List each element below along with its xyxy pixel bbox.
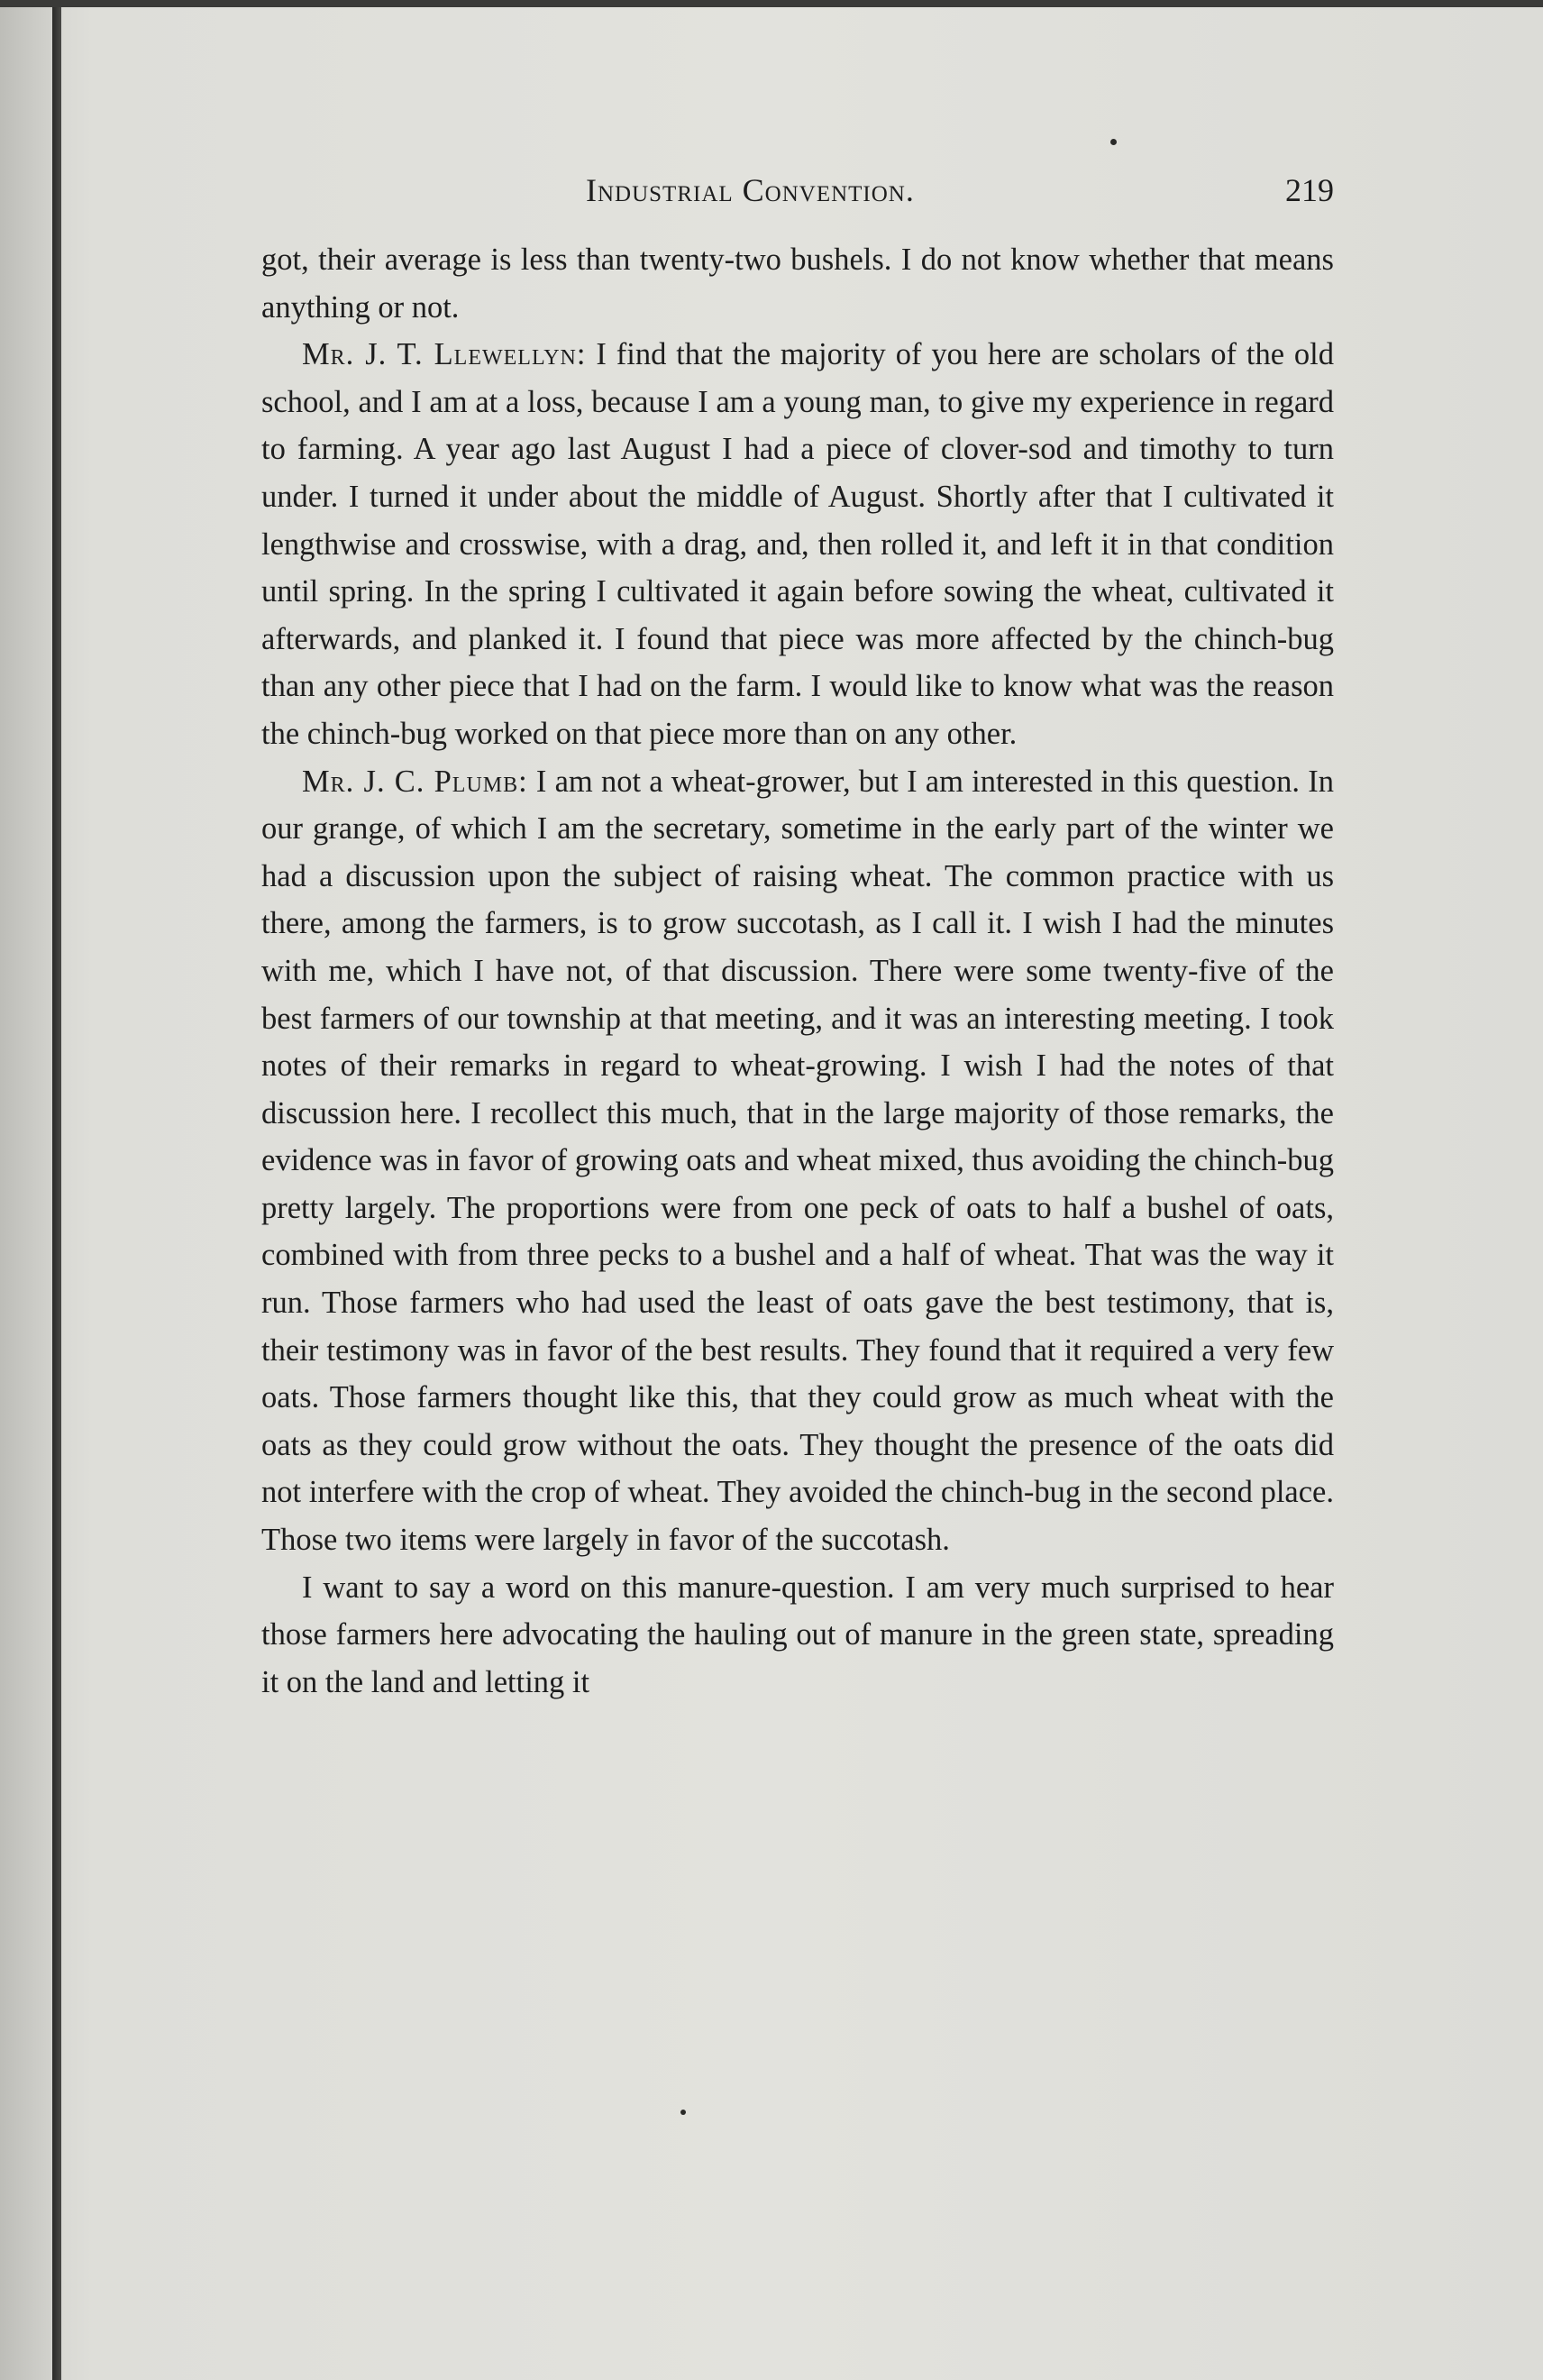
page-top-edge [0, 0, 1543, 7]
paragraph-3 [261, 758, 1334, 1564]
paragraph-3-text: I am not a wheat-grower, but I am interested in this question. In our grange, of which I am the secretary, sometime in the early part of the winter we had a discussion upon the subject of raising wheat. The common practice with us there, among the farmers, is to grow succotash, as I call it. I wish I had the minutes with me, which I have not, of that discussion. There were some twenty-five of the best farmers of our township at that meeting, and it was an interesting meeting. I took notes of their remarks in regard to wheat-growing. I wish I had the notes of that discussion here. I recollect this much, that in the large majority of those remarks, the evidence was in favor of growing oats and wheat mixed, thus avoiding the chinch-bug pretty largely. The proportions were from one peck of oats to half a bushel of oats, combined with from three pecks to a bushel and a half of wheat. That was the way it run. Those farmers who had used the least of oats gave the best testimony, that is, their testimony was in favor of the best results. They found that it required a very few oats. Those farmers thought like this, that they could grow as much wheat with the oats as they could grow without the oats. They thought the presence of the oats did not interfere with the crop of wheat. They avoided the chinch-bug in the second place. Those two items were largely in favor of the succotash. [261, 764, 1334, 1558]
paragraph-1 [261, 236, 1334, 331]
paragraph-4-text: I want to say a word on this manure-question. I am very much surprised to hear those farmers here advocating the hauling out of manure in the green state, spreading it on the land and letting it [261, 1570, 1334, 1699]
page-number: 219 [1285, 172, 1334, 208]
binding-shadow [0, 0, 52, 2380]
paragraph-1-text: got, their average is less than twenty-two bushels. I do not know whether that means anything or not. [261, 243, 1334, 325]
speaker-llewellyn: Mr. J. T. Llewellyn: [302, 337, 587, 372]
page-body [261, 236, 1334, 1706]
page-header [261, 171, 1334, 218]
book-spine [52, 0, 61, 2380]
running-head: Industrial Convention. [586, 172, 915, 208]
ink-speck [680, 2110, 686, 2115]
paragraph-4 [261, 1564, 1334, 1707]
paragraph-2-text: I find that the majority of you here are scholars of the old school, and I am at a loss, because I am a young man, to give my experience in regard to farming. A year ago last August I had a piece of clover-sod and timothy to turn under. I turned it under about the middle of August. Shortly after that I cultivated it lengthwise and crosswise, with a drag, and, then rolled it, and left it in that condition until spring. In the spring I cultivated it again before sowing the wheat, cultivated it afterwards, and planked it. I found that piece was more affected by the chinch-bug than any other piece that I had on the farm. I would like to know what was the reason the chinch-bug worked on that piece more than on any other. [261, 337, 1334, 751]
speaker-plumb: Mr. J. C. Plumb: [302, 764, 528, 799]
paragraph-2 [261, 331, 1334, 757]
ink-speck [1110, 139, 1117, 145]
